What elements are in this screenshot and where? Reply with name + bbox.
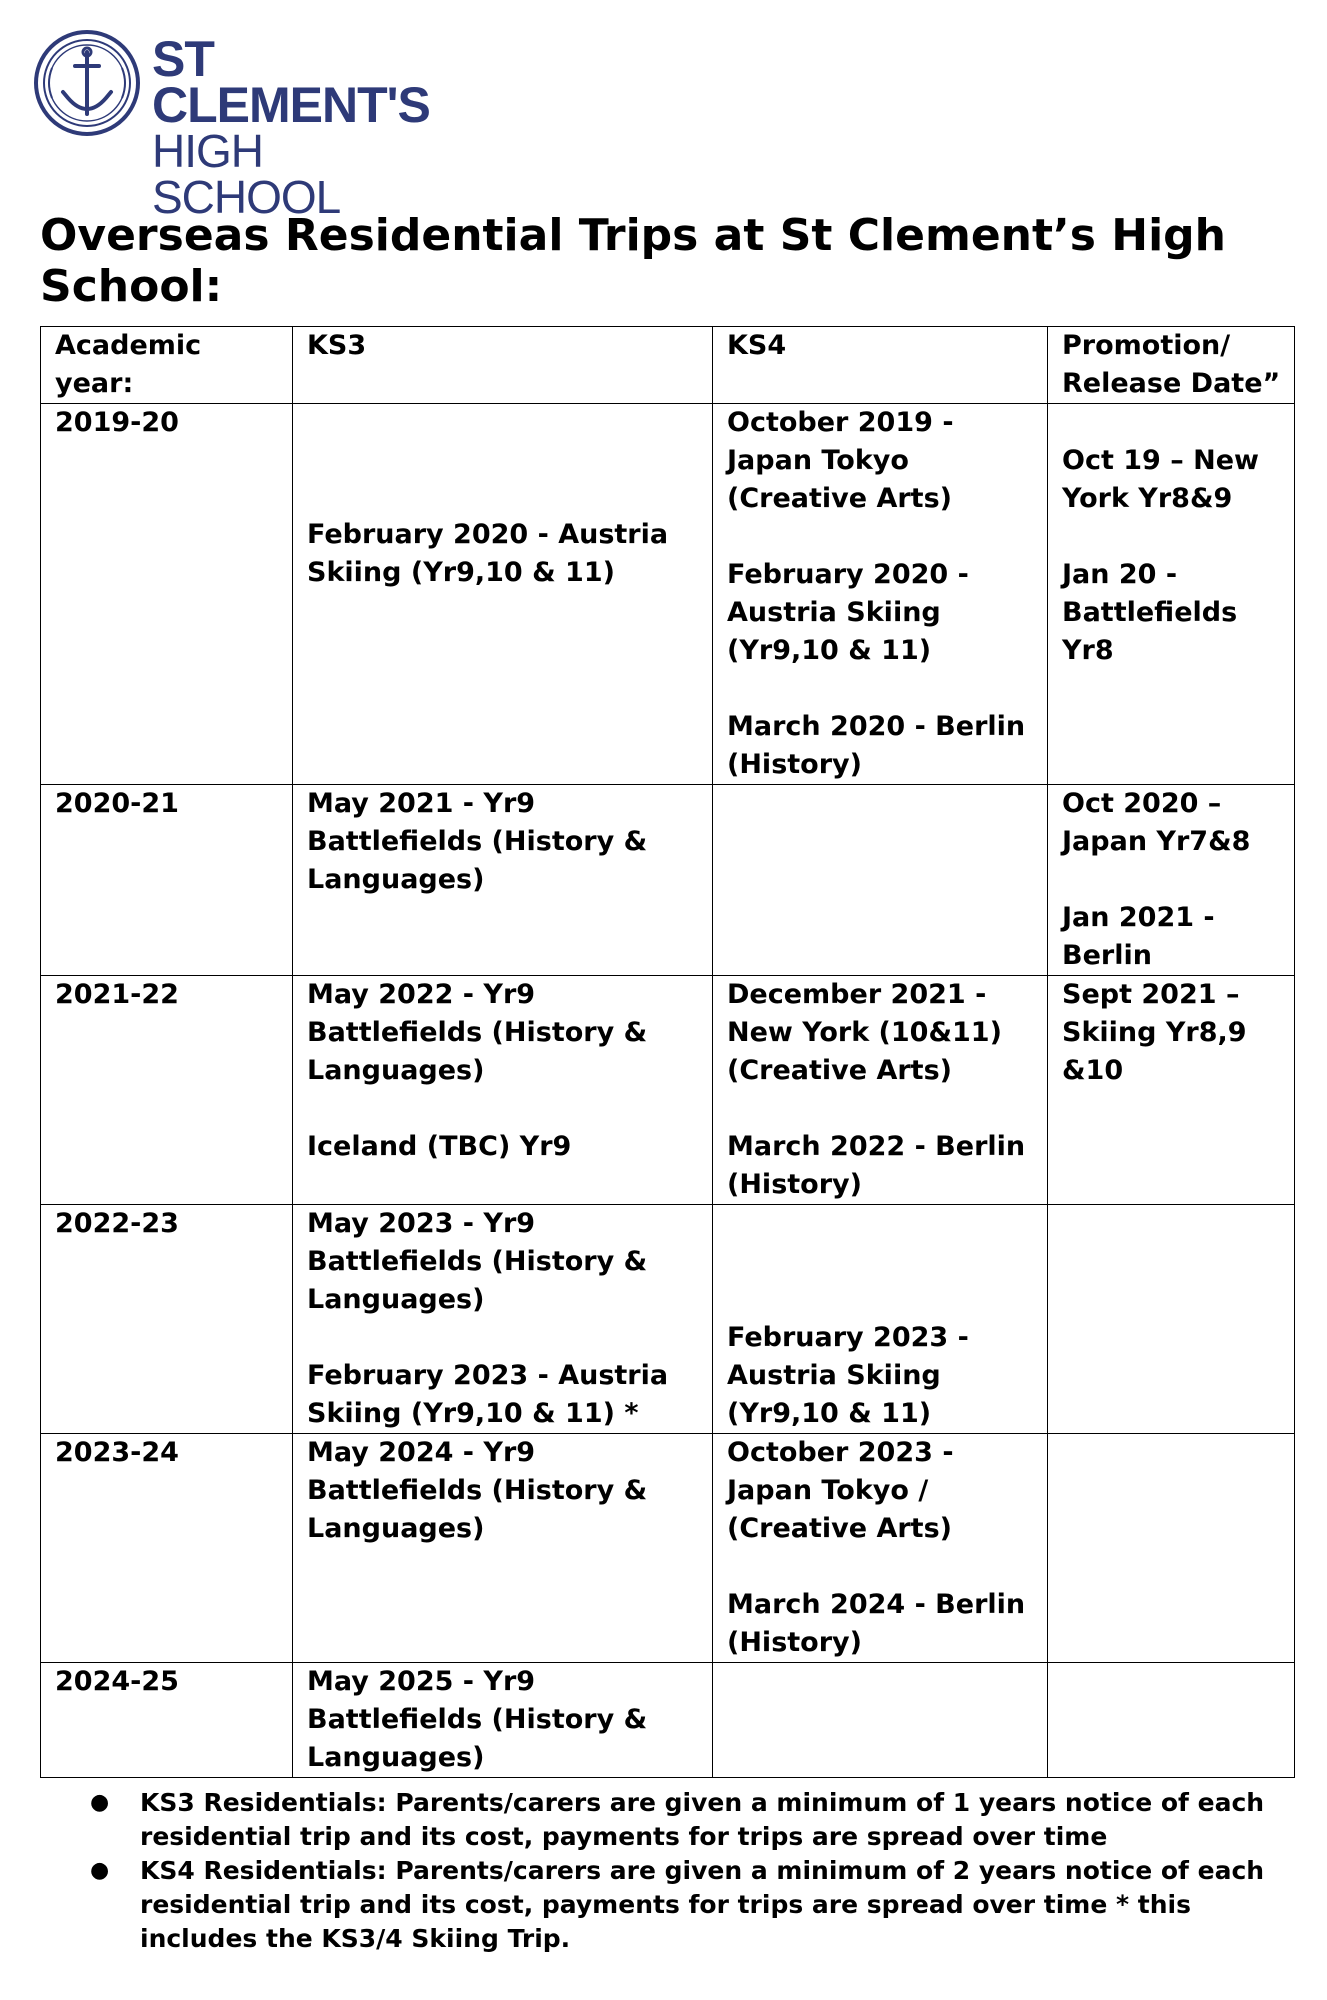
promotion-cell: Sept 2021 – Skiing Yr8,9 &10: [1048, 976, 1295, 1205]
notes-list: [80, 1786, 1300, 1956]
ks3-cell: February 2020 - Austria Skiing (Yr9,10 & 11): [293, 404, 713, 785]
promotion-cell: Oct 19 – New York Yr8&9 Jan 20 - Battlefields Yr8: [1048, 404, 1295, 785]
list-item: [80, 1786, 1300, 1854]
table-row: [41, 1205, 1295, 1434]
year-cell: 2024-25: [41, 1663, 293, 1778]
ks4-cell: October 2023 - Japan Tokyo / (Creative Arts) March 2024 - Berlin (History): [713, 1434, 1048, 1663]
ks3-cell: May 2022 - Yr9 Battlefields (History & Languages) Iceland (TBC) Yr9: [293, 976, 713, 1205]
year-cell: 2023-24: [41, 1434, 293, 1663]
page-title: Overseas Residential Trips at St Clement’s High School:: [40, 210, 1226, 312]
table-row: [41, 1663, 1295, 1778]
ks3-cell: May 2021 - Yr9 Battlefields (History & Languages): [293, 785, 713, 976]
note-text: KS4 Residentials: Parents/carers are given a minimum of 2 years notice of each residential trip and its cost, payments for trips are spread over time * this includes the KS3/4 Skiing Trip.: [140, 1856, 1265, 1953]
promotion-cell: Oct 2020 – Japan Yr7&8 Jan 2021 - Berlin: [1048, 785, 1295, 976]
list-item: [80, 1854, 1300, 1956]
promotion-cell: [1048, 1205, 1295, 1434]
school-name: [152, 31, 452, 223]
ks4-cell: December 2021 - New York (10&11) (Creative Arts) March 2022 - Berlin (History): [713, 976, 1048, 1205]
school-name-line2: HIGH SCHOOL: [152, 125, 341, 223]
ks4-cell: February 2023 - Austria Skiing (Yr9,10 & 11): [713, 1205, 1048, 1434]
ks3-cell: May 2024 - Yr9 Battlefields (History & Languages): [293, 1434, 713, 1663]
promotion-cell: [1048, 1663, 1295, 1778]
bullet-icon: ●: [90, 1790, 110, 1815]
year-cell: 2021-22: [41, 976, 293, 1205]
ks4-cell: [713, 785, 1048, 976]
school-logo: [32, 28, 452, 223]
table-row: [41, 976, 1295, 1205]
year-cell: 2020-21: [41, 785, 293, 976]
school-crest-icon: [32, 28, 142, 138]
header-academic-year: Academic year:: [41, 327, 293, 404]
bullet-icon: ●: [90, 1858, 110, 1883]
header-ks3: KS3: [293, 327, 713, 404]
table-row: [41, 404, 1295, 785]
header-promotion: Promotion/ Release Date”: [1048, 327, 1295, 404]
table-header-row: [41, 327, 1295, 404]
table-row: [41, 1434, 1295, 1663]
ks3-cell: May 2025 - Yr9 Battlefields (History & Languages): [293, 1663, 713, 1778]
table-row: [41, 785, 1295, 976]
ks4-cell: [713, 1663, 1048, 1778]
ks3-cell: May 2023 - Yr9 Battlefields (History & Languages) February 2023 - Austria Skiing (Yr9,10 & 11) *: [293, 1205, 713, 1434]
promotion-cell: [1048, 1434, 1295, 1663]
header-ks4: KS4: [713, 327, 1048, 404]
year-cell: 2019-20: [41, 404, 293, 785]
note-text: KS3 Residentials: Parents/carers are given a minimum of 1 years notice of each residential trip and its cost, payments for trips are spread over time: [140, 1788, 1265, 1851]
year-cell: 2022-23: [41, 1205, 293, 1434]
ks4-cell: October 2019 - Japan Tokyo (Creative Arts) February 2020 - Austria Skiing (Yr9,10 & 11) March 2020 - Berlin (History): [713, 404, 1048, 785]
trips-table: [40, 326, 1295, 1778]
school-name-line1: ST CLEMENT'S: [152, 31, 430, 133]
